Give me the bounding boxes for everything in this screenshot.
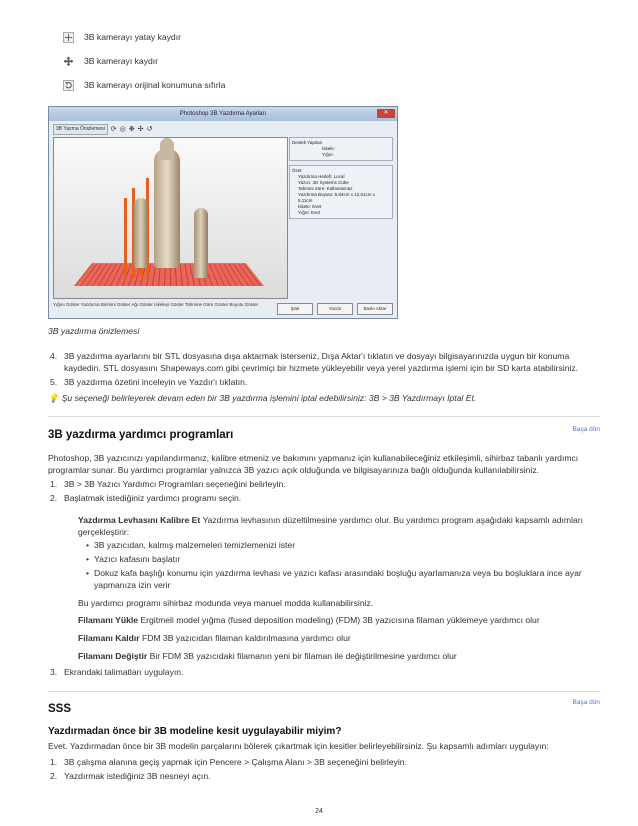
bullet-item: • 3B yazıcıdan, kalmış malzemeleri temizlemenizi ister [86, 540, 296, 550]
list-text: Başlatmak istediğiniz yardımcı programı seçin. [64, 493, 242, 503]
support-group [289, 137, 393, 161]
preview-label: 3B Yazma Önizlemesi [53, 124, 108, 135]
bullet-text: Dokuz kafa başlığı konumu için yazdırma levhası ve yazıcı kafası arasındaki boşluğu ayarlamanıza veya bu boşluklara ince ayar [94, 568, 582, 578]
move-icon: ✣ [137, 125, 144, 133]
term: Filamanı Değiştir [78, 651, 148, 661]
faq-answer: Evet. Yazdırmadan önce bir 3B modelin parçalarını bölerek çıkartmak için kesitler belirleyebilirsiniz. Şu kapsamlı adımları uygulayın: [48, 741, 549, 751]
list-text: Ekrandaki talimatları uygulayın. [64, 667, 184, 677]
bullet-text: 3B yazıcıdan, kalmış malzemeleri temizlemenizi ister [94, 540, 296, 550]
summary-row: Yığın: Evet [298, 210, 321, 215]
paragraph-line: programlar sunar. Bu yardımcı programlar yalnızca 3B yazıcı açık olduğunda ve bilgisayarınıza bağlı olduğunda kullanılabilirsiniz. [48, 465, 540, 475]
page-number: 24 [315, 808, 323, 815]
tool-label: 3B kamerayı yatay kaydır [84, 32, 181, 42]
list-text: 3B çalışma alanına geçiş yapmak için Pencere > Çalışma Alanı > 3B seçeneğini belirleyin. [64, 757, 407, 767]
term-description: Bir FDM 3B yazıcıdaki filamanın yeni bir filaman ile değiştirilmesine yardımcı olur [147, 651, 457, 661]
section-heading: SSS [48, 703, 72, 715]
pan-horizontal-icon [62, 31, 74, 43]
list-text: Yazdırmak istediğiniz 3B nesneyi açın. [64, 771, 211, 781]
list-number: 5. [50, 377, 58, 387]
lightbulb-icon: 💡 [48, 393, 59, 403]
list-number: 2. [50, 771, 58, 781]
load-filament-description [78, 614, 588, 626]
figure-caption: 3B yazdırma önizlemesi [48, 326, 140, 336]
term-description: FDM 3B yazıcıdan filaman kaldırılmasına yardımcı olur [139, 633, 351, 643]
tool-row-reset [62, 78, 225, 92]
tip-note [48, 392, 476, 404]
close-icon: ✕ [377, 109, 395, 118]
rocket-booster [134, 198, 148, 268]
tool-row-pan [62, 30, 181, 44]
bullet-text: Yazıcı kafasını başlatır [94, 554, 181, 564]
group-title: Özet [292, 168, 302, 173]
dialog-settings-panel [289, 137, 393, 223]
list-number: 1. [50, 757, 58, 767]
bullet-item: • Dokuz kafa başlığı konumu için yazdırma levhası ve yazıcı kafası arasındaki boşluğu ayarlamanıza veya bu boşluklara ince ayar [86, 568, 582, 578]
list-item [50, 376, 247, 388]
export-button: Baskı Aktar [357, 303, 393, 315]
rocket-model [154, 148, 180, 268]
summary-group [289, 165, 393, 219]
calibrate-description [78, 514, 588, 526]
list-number: 4. [50, 351, 58, 361]
move-camera-icon [62, 55, 74, 67]
list-item-continuation: kaydedin. STL dosyasını Shapeways.com gibi çevrimiçi bir hizmete yükleyebilir veya yerel yazdırma işlemi için bir SD karta atabilirsiniz. [64, 363, 579, 373]
cancel-button: İptal [277, 303, 313, 315]
faq-question: Yazdırmadan önce bir 3B modeline kesit uygulayabilir miyim? [48, 726, 342, 737]
bullet-item: • Yazıcı kafasını başlatır [86, 554, 181, 564]
dialog-title-text: Photoshop 3B Yazdırma Ayarları [179, 111, 267, 117]
term-description: Yazdırma levhasının düzeltilmesine yardımcı olur. Bu yardımcı program aşağıdaki kapsamlı adımları [200, 515, 584, 525]
list-number: 3. [50, 667, 58, 677]
tip-text: Şu seçeneği belirleyerek devam eden bir 3B yazdırma işlemini iptal edebilirsiniz: 3B > 3B Yazdırmayı İptal Et. [61, 393, 477, 403]
remove-filament-description [78, 632, 588, 644]
divider [48, 416, 600, 417]
print-button: Yazdır [317, 303, 353, 315]
list-number: 2. [50, 493, 58, 503]
print-settings-dialog-screenshot [48, 106, 398, 319]
back-to-top-link[interactable]: Başa dön [572, 426, 600, 433]
summary-row: Yazıcı: 3D Systems Cube [298, 180, 349, 185]
reset-icon: ↺ [146, 125, 153, 133]
change-filament-description [78, 650, 588, 662]
term: Filamanı Kaldır [78, 633, 140, 643]
setting-row: Yığın: [322, 152, 334, 157]
paragraph-line: Photoshop, 3B yazıcınızı yapılandırmanız, kalibre etmeniz ve bakımını yapmanız için kullanabileceğiniz etkileşimli, sihirbaz tabanlı yardımcı [48, 453, 579, 463]
dialog-title [49, 107, 397, 121]
list-text: 3B yazdırma ayarlarını bir STL dosyasına dışa aktarmak isterseniz, Dışa Aktar'ı tıklatın ve dosyayı bilgisayarınızda uygun bir konuma [64, 351, 570, 361]
roll-icon: ◎ [119, 125, 126, 133]
list-item [50, 350, 569, 362]
support-structure [124, 198, 127, 278]
pan-icon: ✥ [128, 125, 135, 133]
tool-label: 3B kamerayı orijinal konumuna sıfırla [84, 80, 226, 90]
dialog-toolbar [53, 124, 152, 135]
setting-row: İskele: [322, 146, 336, 151]
list-text: 3B yazdırma özetini inceleyin ve Yazdır'ı tıklatın. [64, 377, 248, 387]
list-item [50, 478, 286, 490]
section-heading: 3B yazdırma yardımcı programları [48, 429, 234, 441]
list-text: 3B > 3B Yazıcı Yardımcı Programları seçeneğini belirleyin. [64, 479, 286, 489]
summary-row: Yazdırma Boyutu: 5,84cm x 12,61cm x 5,11cm [298, 192, 375, 203]
summary-row: Yazdırma Hedefi: Local [298, 174, 345, 179]
summary-row: İskele: Evet [298, 204, 322, 209]
rocket-booster [194, 208, 208, 278]
list-item [50, 756, 407, 768]
print-preview-viewport [53, 137, 288, 299]
list-number: 1. [50, 479, 58, 489]
tool-label: 3B kamerayı kaydır [84, 56, 159, 66]
divider [48, 691, 600, 692]
list-item [50, 666, 183, 678]
group-title: Destek Yapıları [292, 140, 323, 145]
rocket-nose [160, 138, 174, 160]
summary-row: Tahmini Süre: Kullanılamaz [298, 186, 353, 191]
term: Filamanı Yükle [78, 615, 139, 625]
wizard-note: Bu yardımcı programı sihirbaz modunda veya manuel modda kullanabilirsiniz. [78, 598, 374, 608]
term-description: Ergitmeli model yığma (fused deposition modeling) (FDM) 3B yazıcısına filaman yüklemeye yardımcı olur [138, 615, 540, 625]
term: Yazdırma Levhasını Kalibre Et [78, 515, 201, 525]
bullet-item-continuation: yapmanıza izin verir [94, 580, 171, 590]
tool-row-move [62, 54, 158, 68]
dialog-buttons [277, 303, 393, 315]
dialog-display-options: Yığını Göster Yazdırma Birimini Göster Ağı Göster İskeleyi Göster Tahmine Göre Göster Boyutu Göster [53, 302, 259, 307]
back-to-top-link[interactable]: Başa dön [572, 699, 600, 706]
calibrate-description-continuation: gerçekleştirir: [78, 527, 130, 537]
reset-camera-icon [62, 79, 74, 91]
list-item [50, 492, 241, 504]
rotate-icon: ⟳ [110, 125, 117, 133]
list-item [50, 770, 210, 782]
